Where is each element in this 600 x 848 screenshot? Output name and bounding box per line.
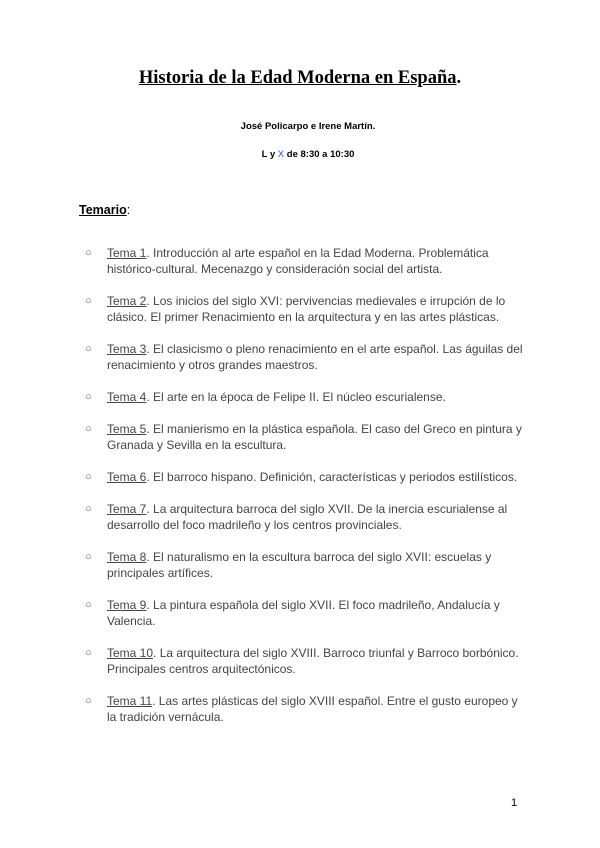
temario-label: Temario [79, 203, 127, 217]
document-title-text: Historia de la Edad Moderna en España [138, 68, 457, 88]
topic-description: . El arte en la época de Felipe II. El núcleo escurialense. [146, 390, 446, 404]
topic-link[interactable]: Tema 1 [107, 246, 147, 260]
topic-description: . El barroco hispano. Definición, características y periodos estilísticos. [146, 470, 518, 484]
topic-description: . La arquitectura barroca del siglo XVII. De la inercia escurialense al desarrollo del foco madrileño y los centros provinciales. [107, 502, 508, 532]
topic-link[interactable]: Tema 3 [107, 342, 147, 356]
topic-item [85, 501, 525, 533]
topic-description: . El clasicismo o pleno renacimiento en el arte español. Las águilas del renacimiento y otros grandes maestros. [107, 342, 523, 372]
topic-item [85, 293, 525, 325]
schedule-day-l: L [261, 149, 268, 160]
temario-colon: : [126, 203, 131, 217]
schedule-line [0, 149, 600, 160]
topic-link[interactable]: Tema 5 [107, 422, 147, 436]
authors-line: José Policarpo e Irene Martín. [240, 121, 376, 132]
topic-list [85, 245, 525, 741]
topic-description: . El manierismo en la plástica española. El caso del Greco en pintura y Granada y Sevilla en la escultura. [107, 422, 522, 452]
document-title [0, 66, 600, 90]
topic-link[interactable]: Tema 4 [107, 390, 147, 404]
hollow-bullet-icon: ○ [85, 295, 92, 307]
topic-item [85, 341, 525, 373]
topic-item [85, 597, 525, 629]
hollow-bullet-icon: ○ [85, 391, 92, 403]
topic-item [85, 469, 525, 485]
hollow-bullet-icon: ○ [85, 551, 92, 563]
temario-heading [79, 203, 130, 217]
topic-link[interactable]: Tema 2 [107, 294, 147, 308]
document-title-period: . [456, 68, 462, 88]
schedule-day-x: X [277, 149, 285, 160]
topic-link[interactable]: Tema 6 [107, 470, 147, 484]
hollow-bullet-icon: ○ [85, 343, 92, 355]
topic-description: . La arquitectura del siglo XVIII. Barroco triunfal y Barroco borbónico. Principales centros arquitectónicos. [107, 646, 519, 676]
hollow-bullet-icon: ○ [85, 599, 92, 611]
topic-description: . Los inicios del siglo XVI: pervivencias medievales e irrupción de lo clásico. El primer Renacimiento en la arquitectura y en las artes plásticas. [107, 294, 506, 324]
hollow-bullet-icon: ○ [85, 647, 92, 659]
topic-link[interactable]: Tema 7 [107, 502, 147, 516]
schedule-conjunction: y [267, 149, 278, 160]
topic-item [85, 421, 525, 453]
schedule-time: de 8:30 a 10:30 [284, 149, 355, 160]
topic-link[interactable]: Tema 9 [107, 598, 147, 612]
topic-item [85, 645, 525, 677]
topic-link[interactable]: Tema 10 [107, 646, 154, 660]
topic-link[interactable]: Tema 11 [107, 694, 153, 708]
topic-description: . Introducción al arte español en la Edad Moderna. Problemática histórico-cultural. Mecenazgo y consideración social del artista. [107, 246, 489, 276]
topic-link[interactable]: Tema 8 [107, 550, 147, 564]
topic-item [85, 245, 525, 277]
topic-item [85, 693, 525, 725]
topic-item [85, 389, 525, 405]
hollow-bullet-icon: ○ [85, 503, 92, 515]
topic-description: . El naturalismo en la escultura barroca del siglo XVII: escuelas y principales artífices. [107, 550, 492, 580]
topic-description: . La pintura española del siglo XVII. El foco madrileño, Andalucía y Valencia. [107, 598, 500, 628]
hollow-bullet-icon: ○ [85, 471, 92, 483]
page-number: 1 [511, 797, 518, 809]
hollow-bullet-icon: ○ [85, 247, 92, 259]
hollow-bullet-icon: ○ [85, 695, 92, 707]
topic-item [85, 549, 525, 581]
hollow-bullet-icon: ○ [85, 423, 92, 435]
topic-description: . Las artes plásticas del siglo XVIII español. Entre el gusto europeo y la tradición vernácula. [107, 694, 518, 724]
